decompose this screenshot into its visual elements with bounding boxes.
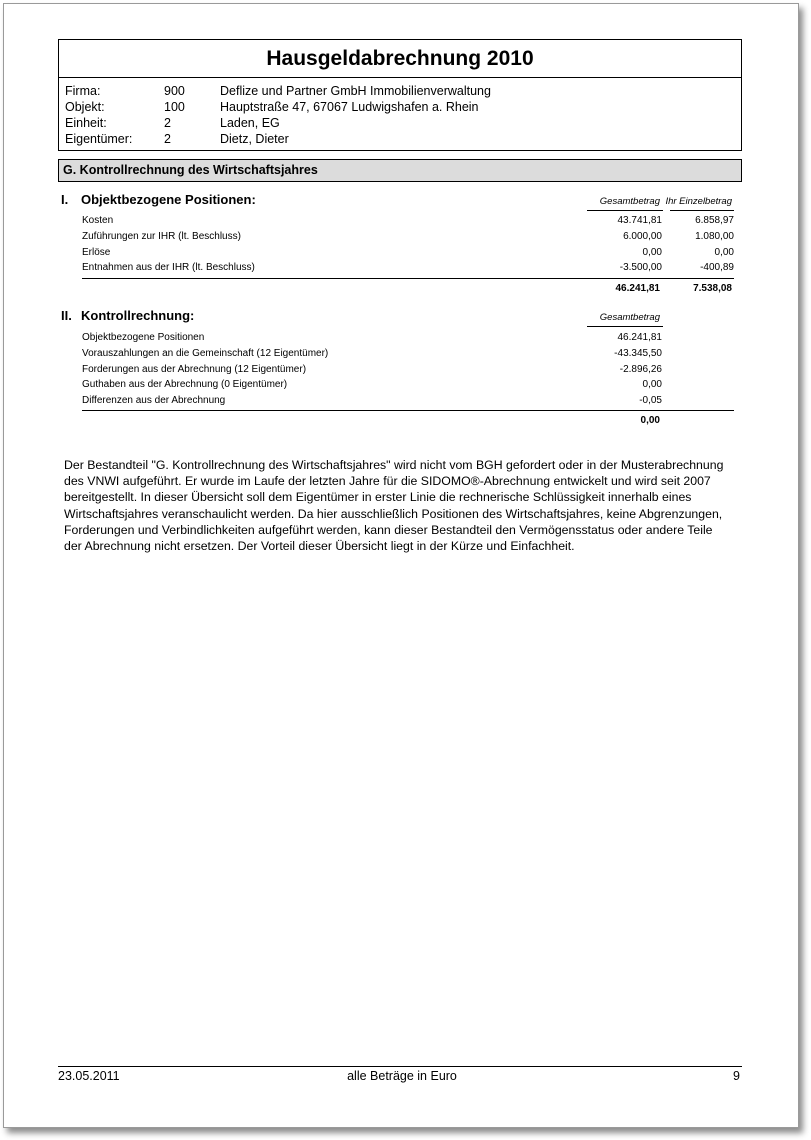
row-label: Guthaben aus der Abrechnung (0 Eigentümer) [82, 379, 288, 391]
meta-number: 900 [164, 84, 185, 98]
row-einzelbetrag: 0,00 [714, 246, 734, 258]
row-gesamtbetrag: 6.000,00 [623, 230, 662, 242]
table-row [82, 330, 734, 346]
part2-col1-underline [587, 326, 663, 327]
row-label: Entnahmen aus der IHR (lt. Beschluss) [82, 262, 255, 274]
meta-value: Dietz, Dieter [220, 132, 289, 146]
row-einzelbetrag: -400,89 [700, 262, 734, 274]
row-gesamtbetrag: 0,00 [642, 246, 662, 258]
meta-number: 2 [164, 116, 171, 130]
row-gesamtbetrag: -2.896,26 [619, 363, 662, 375]
row-label: Erlöse [82, 246, 111, 258]
table-row [82, 245, 734, 261]
row-gesamtbetrag: -3.500,00 [619, 262, 662, 274]
meta-value: Deflize und Partner GmbH Immobilienverwaltung [220, 84, 491, 98]
meta-value: Hauptstraße 47, 67067 Ludwigshafen a. Rhein [220, 100, 479, 114]
row-label: Zuführungen zur IHR (lt. Beschluss) [82, 230, 241, 242]
row-einzelbetrag: 6.858,97 [695, 215, 734, 226]
footer-rule [58, 1066, 742, 1067]
table-row [82, 229, 734, 245]
table-row [82, 346, 734, 362]
document-title: Hausgeldabrechnung 2010 [59, 40, 741, 78]
part1-total-einzelbetrag: 7.538,08 [693, 283, 732, 294]
meta-number: 2 [164, 132, 171, 146]
row-einzelbetrag: 1.080,00 [695, 230, 734, 242]
part1-roman: I. [61, 192, 69, 207]
part1-col-einzelbetrag: Ihr Einzelbetrag [665, 196, 732, 207]
meta-label: Objekt: [65, 100, 105, 114]
part1-col1-underline [587, 210, 663, 211]
row-gesamtbetrag: -0,05 [639, 395, 662, 407]
meta-label: Einheit: [65, 116, 107, 130]
part1-title: Objektbezogene Positionen: [81, 192, 256, 207]
table-row [82, 260, 734, 276]
table-row [82, 213, 734, 229]
row-label: Forderungen aus der Abrechnung (12 Eigentümer) [82, 363, 307, 375]
footer-date: 23.05.2011 [58, 1069, 120, 1083]
meta-number: 100 [164, 100, 185, 114]
section-heading: G. Kontrollrechnung des Wirtschaftsjahres [58, 159, 742, 182]
part2-heading [61, 308, 194, 323]
row-label: Vorauszahlungen an die Gemeinschaft (12 Eigentümer) [82, 347, 329, 359]
meta-label: Firma: [65, 84, 101, 98]
meta-label: Eigentümer: [65, 132, 133, 146]
row-label: Objektbezogene Positionen [82, 332, 205, 343]
explanation-paragraph: Der Bestandteil "G. Kontrollrechnung des Wirtschaftsjahres" wird nicht vom BGH gefordert oder in der Musterabrechnung des VNWI aufgeführt. Er wurde im Laufe der letzten Jahre für die SIDOMO®-Abrechnung entwickelt und wird seit 2007 bereitgestellt. In dieser Übersicht soll dem Eigentümer in erster Linie die rechnerische Schlüssigkeit innerhalb eines Wirtschaftsjahres veranschaulicht werden. Da hier ausschließlich Positionen des Wirtschaftsjahres, keine Abgrenzungen, Forderungen und Verbindlichkeiten aufgeführt werden, kann dieser Bestandteil den Vermögensstatus oder andere Teile der Abrechnung nicht ersetzen. Der Vorteil dieser Übersicht liegt in der Kürze und Einfachheit. [64, 458, 724, 554]
part2-title: Kontrollrechnung: [81, 308, 195, 323]
row-label: Kosten [82, 215, 114, 226]
row-gesamtbetrag: 46.241,81 [617, 332, 662, 343]
row-gesamtbetrag: -43.345,50 [614, 347, 662, 359]
table-row [82, 393, 734, 409]
part1-col2-underline [670, 210, 734, 211]
part1-rows [82, 213, 734, 276]
part1-heading [61, 192, 256, 207]
part2-roman: II. [61, 308, 72, 323]
part1-total-gesamtbetrag: 46.241,81 [615, 283, 660, 294]
row-gesamtbetrag: 43.741,81 [617, 215, 662, 226]
footer-page-number: 9 [733, 1069, 740, 1083]
part2-total-rule [82, 410, 734, 411]
part1-col-gesamtbetrag: Gesamtbetrag [599, 196, 660, 207]
header-box [58, 39, 742, 151]
meta-value: Laden, EG [220, 116, 280, 130]
table-row [82, 377, 734, 393]
part2-total-gesamtbetrag: 0,00 [640, 415, 660, 426]
row-label: Differenzen aus der Abrechnung [82, 395, 226, 407]
part2-rows [82, 330, 734, 409]
row-gesamtbetrag: 0,00 [642, 379, 662, 391]
part1-total-rule [82, 278, 734, 279]
footer-currency-note: alle Beträge in Euro [347, 1069, 457, 1083]
part2-col-gesamtbetrag: Gesamtbetrag [599, 312, 660, 323]
table-row [82, 362, 734, 378]
document-page [3, 3, 799, 1128]
